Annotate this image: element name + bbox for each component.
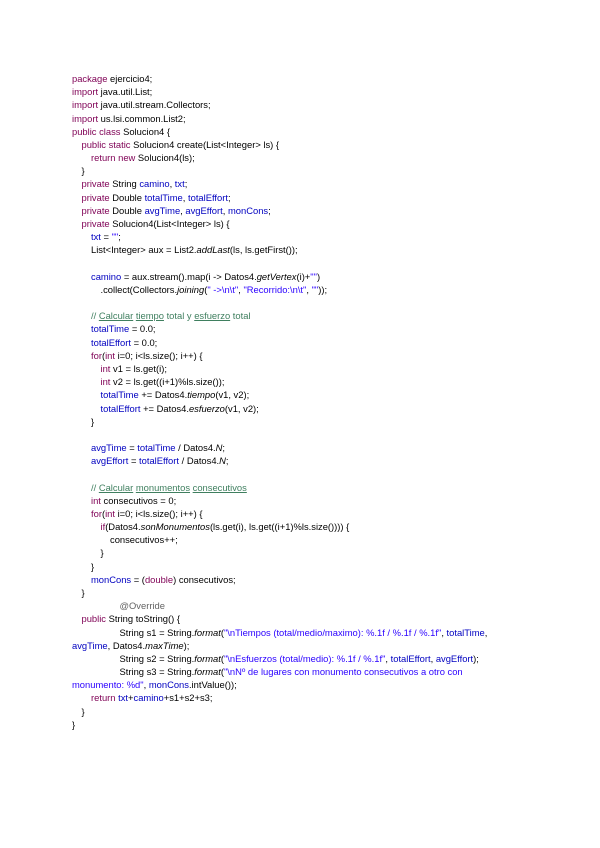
code-token: ): [316, 270, 321, 282]
code-token: ;: [227, 191, 231, 203]
code-token: txt: [174, 178, 185, 190]
code-line: [91, 481, 247, 494]
code-token: totalTime: [137, 442, 176, 454]
code-line: [101, 546, 104, 559]
code-token: =: [126, 442, 138, 454]
code-token: txt: [118, 692, 129, 704]
code-token: joining: [177, 283, 205, 295]
code-token: totalEffort: [390, 652, 431, 664]
code-token: String toString() {: [106, 613, 180, 625]
code-token: += Datos4.: [140, 402, 189, 414]
code-token: }: [72, 718, 76, 730]
code-token: package: [72, 73, 108, 84]
code-token: (: [220, 666, 224, 678]
code-token: tiempo: [187, 389, 216, 401]
code-token: int: [105, 349, 115, 361]
code-line: [82, 217, 230, 230]
code-token: totalTime: [446, 626, 485, 638]
code-token: , Datos4.: [107, 639, 146, 651]
code-token: return: [91, 152, 116, 164]
code-token: ;: [268, 204, 271, 216]
code-line: [91, 322, 156, 335]
code-token: ;: [225, 455, 229, 467]
code-token: monumento: %d": [72, 679, 144, 691]
code-token: ) consecutivos;: [173, 573, 236, 585]
code-token: / Datos4.: [179, 455, 220, 467]
code-token: monCons: [148, 679, 189, 691]
code-token: Solucion4(List<Integer> ls) {: [109, 217, 230, 229]
code-token: avgTime: [144, 204, 181, 216]
code-line: [91, 270, 320, 283]
code-token: totalEffort: [139, 455, 180, 467]
code-token: (Datos4.: [105, 521, 141, 533]
code-token: ,: [143, 679, 149, 691]
code-token: addLast: [196, 244, 230, 256]
code-token: = aux.stream().map(i -> Datos4.: [121, 270, 257, 282]
code-line: [82, 612, 181, 625]
code-token: String s3 = String.: [119, 666, 195, 678]
code-token: (ls, ls.getFirst());: [229, 244, 298, 256]
code-token: .collect(Collectors.: [100, 283, 178, 295]
code-token: "": [311, 283, 319, 295]
code-token: private: [81, 178, 110, 190]
code-line: [91, 230, 121, 243]
code-token: }: [91, 560, 95, 572]
code-token: ;: [118, 231, 121, 243]
code-line: [72, 72, 152, 85]
code-token: / Datos4.: [175, 442, 216, 454]
code-token: ,: [180, 204, 186, 216]
code-line: [120, 665, 463, 678]
code-token: " ->\n\t": [207, 283, 239, 295]
code-token: i=0; i<ls.size(); i++) {: [114, 507, 203, 519]
code-token: "\nTiempos (total/medio/maximo): %.1f / %.1f / %.1f": [223, 626, 442, 638]
code-token: }: [81, 705, 85, 717]
code-token: class: [99, 125, 121, 137]
code-token: }: [81, 587, 85, 599]
code-token: public: [81, 613, 106, 625]
code-token: (: [101, 507, 106, 519]
code-token: java.util.stream.Collectors;: [98, 99, 211, 111]
code-token: avgEffort: [435, 652, 474, 664]
code-token: }: [81, 165, 85, 177]
code-token: public: [72, 125, 97, 137]
code-line: [91, 691, 212, 704]
code-token: import: [72, 99, 99, 111]
code-line: [101, 402, 259, 415]
code-token: ,: [169, 178, 175, 190]
code-line: [72, 678, 237, 691]
code-line: [101, 362, 167, 375]
code-token: "\nEsfuerzos (total/medio): %.1f / %.1f": [223, 652, 386, 664]
code-line: [72, 125, 170, 138]
code-token: (i)+: [296, 270, 311, 282]
code-line: [91, 243, 298, 256]
code-line: [91, 441, 225, 454]
code-token: = 0.0;: [129, 323, 156, 335]
code-token: ,: [441, 626, 447, 638]
code-line: [120, 599, 165, 612]
code-token: N: [215, 442, 223, 454]
code-line: [101, 520, 350, 533]
code-token: camino: [133, 692, 164, 704]
code-line: [82, 586, 85, 599]
code-token: getVertex: [256, 270, 297, 282]
code-line: [82, 164, 85, 177]
code-line: [120, 652, 479, 665]
code-token: camino: [139, 178, 170, 190]
code-line: [72, 98, 211, 111]
code-token: Solucion4(ls);: [135, 152, 195, 164]
code-token: (: [101, 349, 106, 361]
code-token: totalEffort: [91, 336, 131, 348]
code-token: Calcular: [98, 481, 134, 493]
code-token: avgEffort: [185, 204, 223, 216]
code-token: int: [105, 507, 115, 519]
code-line: [82, 204, 271, 217]
code-token: (: [204, 283, 208, 295]
code-token: ,: [484, 626, 488, 638]
code-line: [72, 112, 186, 125]
code-token: camino: [91, 270, 122, 282]
code-token: ,: [222, 204, 228, 216]
code-line: [72, 85, 152, 98]
code-token: = (: [131, 573, 145, 585]
code-token: ;: [222, 442, 226, 454]
code-token: (v1, v2);: [224, 402, 259, 414]
code-token: ));: [318, 283, 328, 295]
code-token: avgEffort: [91, 455, 129, 467]
code-line: [72, 639, 189, 652]
code-token: if: [100, 521, 106, 533]
code-token: total y: [163, 310, 195, 322]
code-token: for: [91, 349, 102, 361]
code-token: double: [144, 573, 174, 585]
code-token: "": [310, 270, 317, 282]
code-token: consecutivos: [192, 481, 247, 493]
code-token: sonMonumentos: [140, 521, 210, 533]
code-token: //: [91, 310, 99, 322]
code-token: consecutivos = 0;: [100, 494, 177, 506]
code-line: [101, 375, 225, 388]
code-token: static: [108, 138, 131, 150]
code-line: [91, 415, 94, 428]
code-token: =: [128, 455, 140, 467]
code-token: tiempo: [135, 310, 164, 322]
code-token: }: [100, 547, 104, 559]
code-token: =: [100, 231, 112, 243]
code-token: java.util.List;: [98, 86, 153, 98]
code-token: return: [91, 692, 116, 704]
code-token: String: [109, 178, 140, 190]
code-token: totalTime: [144, 191, 183, 203]
code-line: [91, 507, 203, 520]
code-token: totalTime: [100, 389, 139, 401]
code-token: import: [72, 86, 99, 98]
code-token: (: [220, 626, 224, 638]
code-token: (ls.get(i), ls.get((i+1)%ls.size()))) {: [209, 521, 350, 533]
code-line: [91, 573, 236, 586]
code-line: [91, 349, 203, 362]
code-token: txt: [91, 231, 101, 243]
code-token: avgTime: [72, 639, 108, 651]
code-token: .intValue());: [188, 679, 237, 691]
code-token: ,: [385, 652, 391, 664]
code-token: int: [100, 362, 111, 374]
code-line: [91, 336, 157, 349]
code-token: int: [100, 376, 111, 388]
code-token: totalEffort: [100, 402, 141, 414]
code-token: ,: [182, 191, 188, 203]
code-token: i=0; i<ls.size(); i++) {: [114, 349, 203, 361]
code-token: ,: [306, 283, 312, 295]
code-token: private: [81, 217, 110, 229]
code-line: [101, 388, 250, 401]
code-token: "Recorrido:\n\t": [243, 283, 307, 295]
code-line: [91, 151, 195, 164]
code-token: = 0.0;: [130, 336, 158, 348]
code-token: monumentos: [135, 481, 191, 493]
code-line: [91, 309, 251, 322]
code-token: format: [194, 666, 221, 678]
code-token: (: [220, 652, 224, 664]
code-token: +: [128, 692, 134, 704]
code-line: [82, 191, 231, 204]
code-token: monCons: [91, 573, 132, 585]
code-line: [101, 283, 328, 296]
code-token: ;: [184, 178, 188, 190]
code-token: Solucion4 {: [120, 125, 170, 137]
code-token: N: [219, 455, 226, 467]
code-token: int: [91, 494, 101, 506]
code-token: += Datos4.: [138, 389, 188, 401]
code-token: format: [194, 652, 221, 664]
code-token: format: [194, 626, 221, 638]
code-token: Calcular: [98, 310, 134, 322]
code-token: v1 = ls.get(i);: [110, 362, 167, 374]
code-token: "": [111, 231, 119, 243]
code-token: esfuerzo: [194, 310, 231, 322]
code-token: (v1, v2);: [215, 389, 250, 401]
code-token: ,: [430, 652, 436, 664]
code-token: total: [230, 310, 251, 322]
code-token: import: [72, 112, 99, 124]
code-line: [82, 177, 188, 190]
code-line: [120, 626, 488, 639]
code-token: v2 = ls.get((i+1)%ls.size());: [110, 376, 225, 388]
code-token: totalEffort: [188, 191, 228, 203]
code-token: List<Integer> aux = List2.: [91, 244, 197, 256]
code-token: for: [91, 507, 102, 519]
code-token: avgTime: [91, 442, 127, 454]
code-token: monCons: [227, 204, 269, 216]
code-token: Double: [109, 204, 145, 216]
code-token: @Override: [119, 600, 165, 612]
code-line: [91, 494, 176, 507]
code-line: [82, 705, 85, 718]
code-token: +s1+s2+s3;: [163, 692, 213, 704]
code-line: [91, 454, 229, 467]
code-token: );: [473, 652, 479, 664]
code-token: //: [91, 481, 99, 493]
code-token: Double: [109, 191, 145, 203]
code-token: us.lsi.common.List2;: [98, 112, 186, 124]
code-token: totalTime: [91, 323, 130, 335]
code-line: [110, 533, 178, 546]
code-line: [72, 718, 75, 731]
code-token: public: [81, 138, 106, 150]
code-token: ,: [238, 283, 244, 295]
code-token: maxTime: [145, 639, 184, 651]
code-token: esfuerzo: [188, 402, 225, 414]
code-token: );: [183, 639, 190, 651]
code-token: ejercicio4;: [107, 73, 153, 84]
code-line: [91, 560, 94, 573]
code-token: Solucion4 create(List<Integer> ls) {: [130, 138, 280, 150]
code-token: private: [81, 204, 110, 216]
code-line: [82, 138, 280, 151]
code-token: consecutivos++;: [110, 534, 178, 546]
code-token: "\nNº de lugares con monumento consecutivos a otro con: [223, 666, 463, 678]
code-token: new: [118, 152, 136, 164]
code-token: }: [91, 415, 95, 427]
code-token: private: [81, 191, 110, 203]
code-token: String s1 = String.: [119, 626, 195, 638]
code-token: String s2 = String.: [119, 652, 195, 664]
